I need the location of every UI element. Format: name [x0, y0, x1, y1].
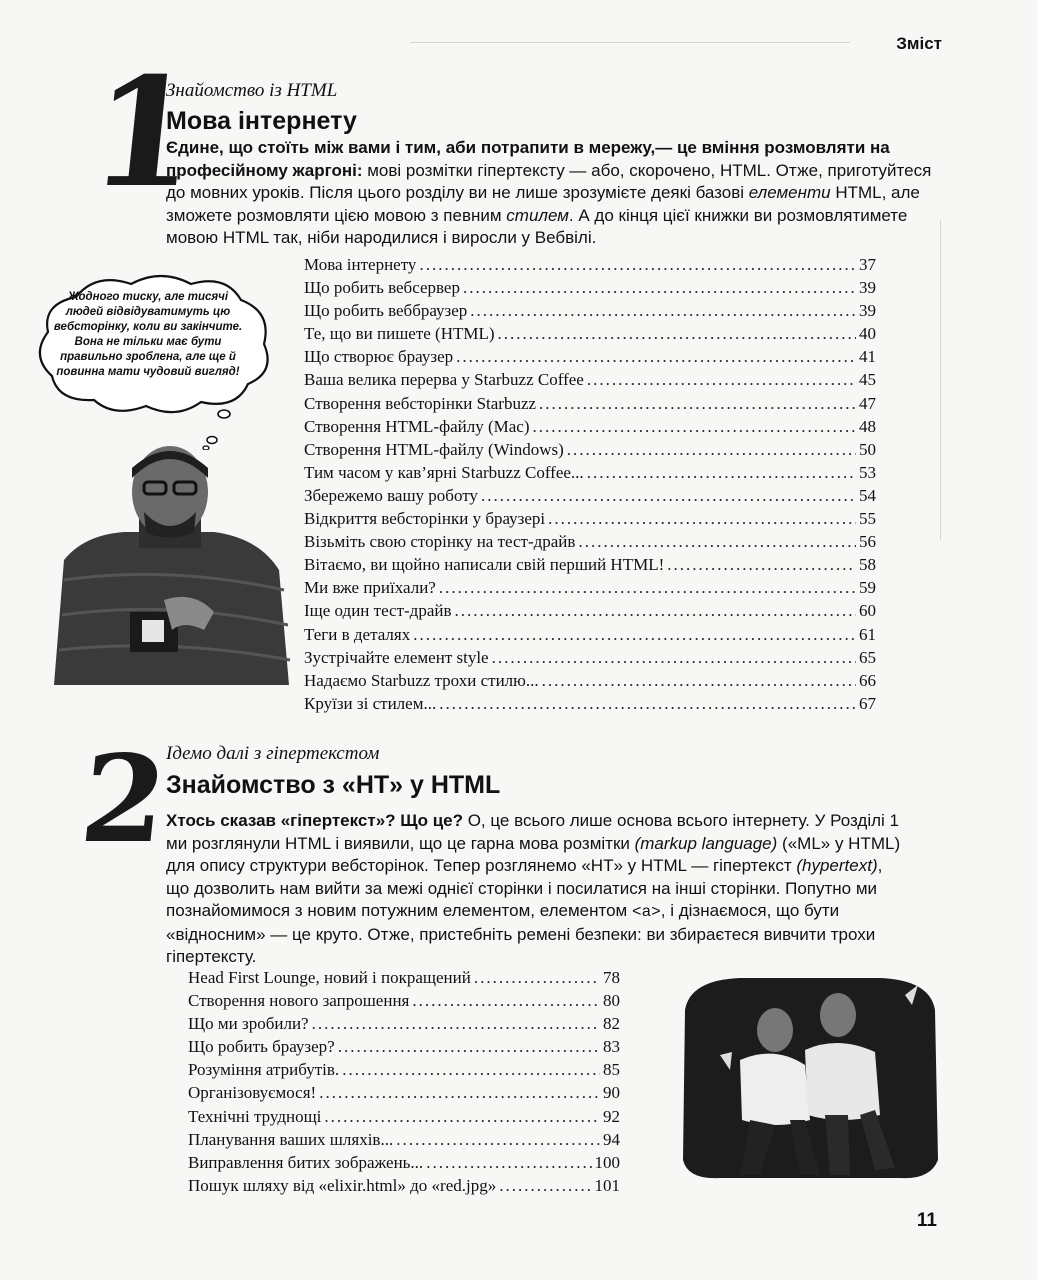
toc-entry-title: Виправлення битих зображень... — [188, 1152, 424, 1172]
toc-entry — [188, 991, 620, 1014]
toc-entry-page: 94 — [603, 1129, 620, 1149]
intro-lead: Хтось сказав «гіпертекст»? Що це? — [166, 811, 463, 830]
toc-leader-dots — [667, 555, 856, 575]
chapter-1-kicker: Знайомство із HTML — [166, 80, 338, 101]
toc-leader-dots — [463, 278, 856, 298]
toc-entry — [304, 417, 876, 440]
toc-entry-page: 53 — [859, 462, 876, 482]
toc-entry-title: Тим часом у кав’ярні Starbuzz Coffee... — [304, 462, 584, 482]
toc-entry-page: 85 — [603, 1060, 620, 1080]
toc-entry-title: Візьміть свою сторінку на тест-драйв — [304, 532, 576, 552]
toc-entry-page: 92 — [603, 1106, 620, 1126]
toc-entry-title: Створення нового запрошення — [188, 991, 410, 1011]
running-head: Зміст — [896, 34, 942, 53]
toc-entry-page: 59 — [859, 578, 876, 598]
toc-leader-dots — [548, 509, 856, 529]
toc-entry-page: 39 — [859, 301, 876, 321]
toc-leader-dots — [542, 671, 856, 691]
toc-entry — [188, 968, 620, 991]
chapter-2-number: 2 — [74, 729, 173, 870]
toc-entry — [188, 1060, 620, 1083]
toc-leader-dots — [439, 694, 856, 714]
intro-emphasis: елементи — [748, 183, 831, 202]
intro-emphasis: стилем — [506, 205, 569, 225]
toc-entry-page: 83 — [603, 1037, 620, 1057]
chapter-2-title: Знайомство з «HT» у HTML — [166, 771, 501, 799]
toc-entry-page: 37 — [859, 255, 876, 274]
toc-entry — [304, 347, 876, 370]
chapter-2-intro — [166, 810, 906, 969]
toc-entry-page: 67 — [859, 693, 876, 713]
toc-entry — [188, 1130, 620, 1153]
toc-leader-dots — [578, 532, 856, 552]
intro-text: HTML, але зможете розмовляти цією мовою з певним — [166, 183, 920, 225]
toc-leader-dots — [498, 324, 856, 344]
toc-leader-dots — [312, 1014, 600, 1034]
toc-leader-dots — [324, 1107, 600, 1127]
toc-entry — [304, 578, 876, 601]
toc-entry-title: Теги в деталях — [304, 624, 411, 644]
toc-entry — [304, 278, 876, 301]
chapter-2-kicker: Ідемо далі з гіпертекстом — [166, 743, 380, 764]
toc-leader-dots — [455, 601, 856, 621]
toc-leader-dots — [319, 1083, 600, 1103]
intro-text: , і дізнаємося, що бути «відносним» — це круто. Отже, пристебніть ремені безпеки: ви збираєтеся вивчити трохи гіпертексту. — [166, 901, 876, 966]
toc-entry-title: Створення HTML-файлу (Mac) — [304, 416, 530, 436]
bleed-through — [410, 42, 850, 43]
toc-leader-dots — [474, 968, 600, 988]
toc-entry-title: Head First Lounge, новий і покращений — [188, 968, 471, 987]
toc-leader-dots — [419, 255, 856, 275]
intro-text: мові розмітки гіпертексту — або, скорочено, HTML. Отже, приготуйтеся до мовних уроків. Після цього розділу ви не лише зрозумієте деякі базові — [166, 160, 932, 202]
toc-entry — [304, 370, 876, 393]
toc-entry — [304, 301, 876, 324]
toc-leader-dots — [396, 1130, 600, 1150]
toc-entry-page: 65 — [859, 647, 876, 667]
toc-leader-dots — [533, 417, 856, 437]
toc-entry — [304, 255, 876, 278]
toc-entry — [304, 532, 876, 555]
toc-entry-title: Що створює браузер — [304, 347, 454, 367]
toc-entry — [304, 394, 876, 417]
toc-entry-title: Зустрічайте елемент style — [304, 647, 489, 667]
bleed-through — [940, 220, 941, 540]
toc-entry-title: Мова інтернету — [304, 255, 417, 274]
toc-leader-dots — [439, 578, 856, 598]
toc-leader-dots — [342, 1060, 600, 1080]
toc-entry-page: 47 — [859, 393, 876, 413]
toc-entry-page: 45 — [859, 370, 876, 390]
toc-entry-page: 48 — [859, 416, 876, 436]
chapter-2-toc — [188, 968, 620, 1199]
toc-entry-title: Що робить браузер? — [188, 1037, 335, 1057]
toc-entry-title: Що робить вебсервер — [304, 278, 460, 298]
toc-leader-dots — [492, 648, 856, 668]
toc-entry-title: Що ми зробили? — [188, 1014, 309, 1034]
toc-leader-dots — [499, 1176, 591, 1196]
thought-bubble-text: Жодного тиску, але тисячі людей відвідуватимуть цю вебсторінку, коли ви закінчите. Вона не тільки має бути правильно зроблена, але ще й повинна мати чудовий вигляд! — [53, 291, 243, 378]
toc-entry-title: Технічні труднощі — [188, 1106, 322, 1126]
toc-entry-title: Надаємо Starbuzz трохи стилю... — [304, 670, 539, 690]
intro-emphasis: (markup language) — [634, 833, 778, 853]
toc-entry-page: 66 — [859, 670, 876, 690]
toc-entry-page: 100 — [594, 1152, 620, 1172]
intro-code: <a> — [631, 903, 661, 921]
chapter-1-intro — [166, 137, 944, 250]
toc-entry-title: Збережемо вашу роботу — [304, 485, 478, 505]
toc-entry-page: 39 — [859, 278, 876, 298]
toc-leader-dots — [412, 991, 600, 1011]
chapter-1-toc — [304, 255, 876, 717]
toc-leader-dots — [587, 370, 856, 390]
toc-entry — [304, 648, 876, 671]
intro-lead: Єдине, що стоїть між вами і тим, аби потрапити в мережу,— це вміння розмовляти на професійному жаргоні: — [166, 138, 890, 180]
toc-entry-page: 41 — [859, 347, 876, 367]
toc-entry — [304, 463, 876, 486]
toc-leader-dots — [481, 486, 856, 506]
toc-leader-dots — [587, 463, 856, 483]
intro-text: . А до кінця цієї книжки ви розмовлятимете мовою HTML так, ніби народилися і виросли у Вебвілі. — [166, 205, 908, 247]
toc-entry-page: 54 — [859, 485, 876, 505]
toc-entry — [188, 1176, 620, 1199]
intro-text: («ML» у HTML) для опису структури вебсторінок. Тепер розглянемо «HT» у HTML — гіпертекст — [166, 833, 901, 875]
toc-leader-dots — [539, 394, 856, 414]
toc-entry-title: Пошук шляху від «elixir.html» до «red.jpg» — [188, 1175, 497, 1195]
toc-entry — [304, 509, 876, 532]
toc-entry — [304, 486, 876, 509]
toc-entry-title: Планування ваших шляхів... — [188, 1129, 394, 1149]
toc-entry — [188, 1083, 620, 1106]
toc-entry-page: 40 — [859, 324, 876, 344]
toc-leader-dots — [338, 1037, 600, 1057]
toc-entry-title: Організовуємося! — [188, 1083, 317, 1103]
intro-emphasis: (hypertext) — [796, 856, 878, 875]
toc-entry — [188, 1153, 620, 1176]
toc-entry-page: 58 — [859, 555, 876, 575]
toc-leader-dots — [470, 301, 856, 321]
toc-entry-page: 60 — [859, 601, 876, 621]
toc-leader-dots — [413, 625, 856, 645]
toc-entry-title: Що робить веббраузер — [304, 301, 468, 321]
intro-text: О, це всього лише основа всього інтернету. У Розділі 1 ми розглянули HTML і виявили, що це гарна мова розмітки — [166, 811, 899, 853]
toc-entry-page: 78 — [603, 968, 620, 987]
chapter-1-title: Мова інтернету — [166, 107, 357, 135]
toc-entry-page: 82 — [603, 1014, 620, 1034]
toc-entry-title: Створення HTML-файлу (Windows) — [304, 439, 564, 459]
toc-entry-page: 55 — [859, 509, 876, 529]
toc-entry — [304, 625, 876, 648]
toc-entry — [304, 694, 876, 717]
toc-entry — [188, 1014, 620, 1037]
toc-entry — [188, 1107, 620, 1130]
toc-entry-page: 101 — [594, 1175, 620, 1195]
toc-entry-page: 80 — [603, 991, 620, 1011]
toc-entry-title: Те, що ви пишете (HTML) — [304, 324, 495, 344]
toc-entry-title: Ваша велика перерва у Starbuzz Coffee — [304, 370, 584, 390]
toc-entry-title: Відкриття вебсторінки у браузері — [304, 509, 546, 529]
toc-entry — [304, 324, 876, 347]
chapter-1-number: 1 — [82, 45, 200, 221]
toc-entry-title: Ми вже приїхали? — [304, 578, 436, 598]
toc-entry-page: 56 — [859, 532, 876, 552]
toc-entry — [188, 1037, 620, 1060]
toc-entry-page: 50 — [859, 439, 876, 459]
toc-entry — [304, 440, 876, 463]
couch-photo-icon — [680, 970, 940, 1185]
toc-entry-page: 61 — [859, 624, 876, 644]
toc-entry-title: Створення вебсторінки Starbuzz — [304, 393, 537, 413]
toc-entry-title: Круїзи зі стилем... — [304, 693, 437, 713]
toc-leader-dots — [426, 1153, 591, 1173]
toc-leader-dots — [456, 347, 856, 367]
intro-text: , що дозволить нам вийти за межі однієї сторінки і посилатися на інші сторінки. Попутно ми познайомимося з новим потужним елементом, елементом — [166, 856, 883, 920]
toc-entry — [304, 601, 876, 624]
page-number: 11 — [916, 1210, 937, 1231]
toc-leader-dots — [567, 440, 856, 460]
toc-entry — [304, 555, 876, 578]
toc-entry-title: Іще один тест-драйв — [304, 601, 452, 621]
toc-entry — [304, 671, 876, 694]
man-photo-icon — [44, 440, 294, 685]
toc-entry-page: 90 — [603, 1083, 620, 1103]
toc-entry-title: Вітаємо, ви щойно написали свій перший HTML! — [304, 555, 665, 575]
toc-entry-title: Розуміння атрибутів. — [188, 1060, 340, 1080]
